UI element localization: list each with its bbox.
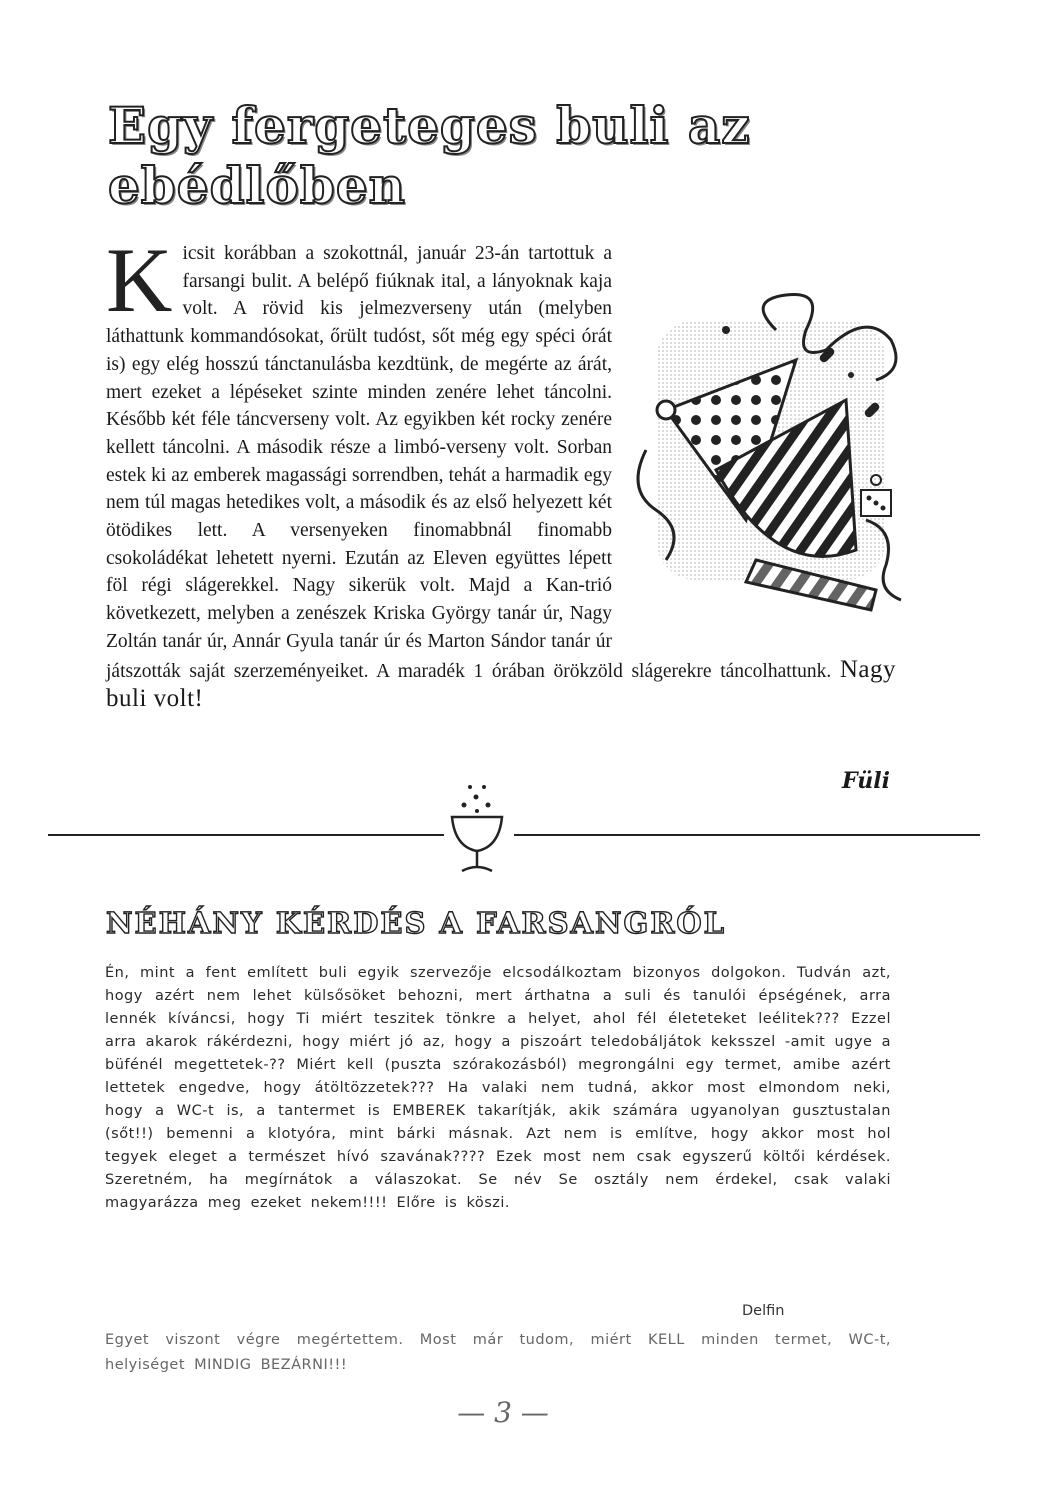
article-body-text: icsit korábban a szokottnál, január 23-án tartottuk a farsangi bulit. A belépő fiúknak ital, a lányoknak kaja volt. A rövid kis jelmezverseny után (melyben láthattunk kommandósokat, őrült tudóst, sőt még egy spéci órát is) egy elég hosszú tánctanulásba kezdtünk, de megérte az árát, mert ezeket a lépéseket szinte minden zenére lehet táncolni. Később két féle táncverseny volt. Az egyikben két rocky zenére kellett táncolni. A második része a limbó-verseny volt. Sorban estek ki az emberek magassági sorrendben, tehát a harmadik egy nem túl magas hetedikes volt, a második és az első helyezett két ötödikes lett. A versenyeken finomabbnál finomabb csokoládékat lehetett nyerni. Ezután az Eleven együttes lépett föl régi slágerekkel. Nagy sikerük volt. Majd a Kan-trió következett, melyben a zenészek Kriska György tanár úr, Nagy Zoltán tanár úr, Annár Gyula tanár úr és Marton Sándor tanár úr játszották saját szerzeményeiket. A maradék 1 órában örökzöld slágerekre táncolhattunk. [106, 243, 832, 682]
goblet-icon [452, 817, 502, 871]
party-hats-illustration [626, 290, 906, 625]
letter-heading: NÉHÁNY KÉRDÉS A FARSANGRÓL [106, 906, 727, 940]
page-number: — 3 — [457, 1396, 549, 1429]
letter-body: Én, mint a fent említett buli egyik szervezője elcsodálkoztam bizonyos dolgokon. Tudván azt, hogy azért nem lehet külsősöket behozni, mert árthatna a suli és tanulói épségének, arra lennék kíváncsi, hogy Ti miért teszitek tönkre a helyet, ahol fél életeteket leélitek??? Ezzel arra akarok rákérdezni, hogy miért jó az, hogy a piszoárt teledobáljátok keksszel -amit ugye a büfénél megettetek-?? Miért kell (puszta szórakozásból) megrongálni egy termet, amibe azért lettetek engedve, hogy átöltözzetek??? Ha valaki nem tudná, akkor most elmondom neki, hogy a WC-t is, a tantermet is EMBEREK takarítják, akik számára ugyanolyan gusztustalan (sőt!!) bemenni a klotyóra, mint bárki másnak. Azt nem is említve, hogy akkor most hol tegyek eleget a természet hívó szavának???? Ezek most nem csak egyszerű költői kérdések. Szeretném, ha megírnátok a válaszokat. Se név Se osztály nem érdekel, csak valaki magyarázza meg ezeket nekem!!!! Előre is köszi. [105, 965, 891, 1211]
letter-signature: Delfin [742, 1303, 785, 1319]
goblet-divider [44, 775, 984, 885]
article-signature: Füli [842, 768, 890, 794]
drop-cap: K [106, 229, 173, 331]
article-title: Egy fergeteges buli az ebédlőben [108, 96, 751, 215]
article-body-block [106, 229, 897, 715]
article-closing-line: Nagy buli volt! [106, 655, 897, 713]
letter-postscript: Egyet viszont végre megértettem. Most már tudom, miért KELL minden termet, WC-t, helyiséget MINDIG BEZÁRNI!!! [105, 1332, 891, 1373]
